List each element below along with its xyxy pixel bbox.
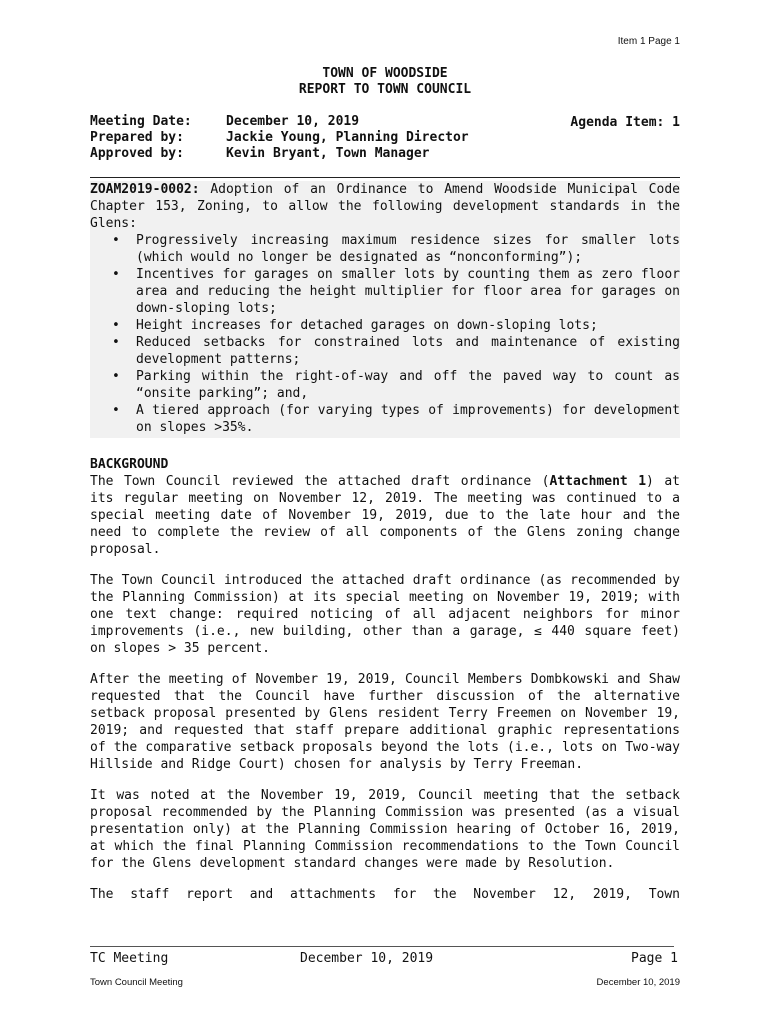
list-item: • Parking within the right-of-way and off the paved way to count as “onsite parking”; and, xyxy=(90,368,680,402)
background-paragraph-1 xyxy=(90,473,680,558)
p1-text-b: ) at its regular meeting on November 12, 2019. The meeting was continued to a special meeting date of November 19, 2019, due to the late hour and the need to complete the review of all components of the Glens zoning change proposal. xyxy=(90,474,681,557)
summary-block xyxy=(90,181,680,438)
summary-intro xyxy=(90,181,680,232)
attachment-ref: Attachment 1 xyxy=(549,474,647,489)
meta-block xyxy=(90,114,469,162)
meeting-date: December 10, 2019 xyxy=(226,114,360,129)
footer-left: TC Meeting xyxy=(90,951,169,966)
standards-list xyxy=(90,232,680,436)
item-page-note: Item 1 Page 1 xyxy=(617,36,680,47)
list-item: • A tiered approach (for varying types of improvements) for development on slopes >35%. xyxy=(90,402,680,436)
bottom-right-note: December 10, 2019 xyxy=(596,977,680,988)
bottom-left-note: Town Council Meeting xyxy=(90,977,183,988)
footer-date: December 10, 2019 xyxy=(300,951,434,966)
list-item: • Reduced setbacks for constrained lots and maintenance of existing development patterns; xyxy=(90,334,680,368)
approved-by: Kevin Bryant, Town Manager xyxy=(226,146,430,161)
divider xyxy=(90,177,680,178)
list-item: • Progressively increasing maximum residence sizes for smaller lots (which would no longer be designated as “nonconforming”); xyxy=(90,232,680,266)
p1-text-a: The Town Council reviewed the attached draft ordinance ( xyxy=(90,474,550,489)
prepared-by: Jackie Young, Planning Director xyxy=(226,130,469,145)
list-item: • Height increases for detached garages on down-sloping lots; xyxy=(90,317,680,334)
background-paragraph-3: After the meeting of November 19, 2019, Council Members Dombkowski and Shaw requested that the Council have further discussion of the alternative setback proposal presented by Glens resident Terry Freemen on November 19, 2019; and requested that staff prepare additional graphic representations of the comparative setback proposals beyond the lots (i.e., lots on Two-way Hillside and Ridge Court) chosen for analysis by Terry Freeman. xyxy=(90,672,680,772)
approved-by-label: Approved by: xyxy=(90,146,184,161)
footer-divider xyxy=(90,946,674,947)
prepared-by-label: Prepared by: xyxy=(90,130,184,145)
page-title: TOWN OF WOODSIDE xyxy=(322,66,448,81)
page-subtitle: REPORT TO TOWN COUNCIL xyxy=(298,82,472,97)
list-item: • Incentives for garages on smaller lots by counting them as zero floor area and reducing the height multiplier for floor area for garages on down-sloping lots; xyxy=(90,266,680,317)
agenda-item: Agenda Item: 1 xyxy=(570,115,680,130)
meeting-date-label: Meeting Date: xyxy=(90,114,192,129)
background-paragraph-4: It was noted at the November 19, 2019, Council meeting that the setback proposal recommended by the Planning Commission was presented (as a visual presentation only) at the Planning Commission hearing of October 16, 2019, at which the final Planning Commission recommendations to the Town Council for the Glens development standard changes were made by Resolution. xyxy=(90,788,680,871)
background-heading: BACKGROUND xyxy=(90,457,169,472)
background-section xyxy=(90,456,680,917)
summary-text: Adoption of an Ordinance to Amend Woodside Municipal Code Chapter 153, Zoning, to allow the following development standards in the Glens: xyxy=(90,182,680,231)
background-paragraph-5: The staff report and attachments for the November 12, 2019, Town xyxy=(90,887,680,902)
footer-page: Page 1 xyxy=(631,951,678,966)
ordinance-code: ZOAM2019-0002: xyxy=(90,182,200,197)
background-paragraph-2: The Town Council introduced the attached draft ordinance (as recommended by the Planning Commission) at its special meeting on November 19, 2019; with one text change: required noticing of all adjacent neighbors for minor improvements (i.e., new building, other than a garage, ≤ 440 square feet) on slopes > 35 percent. xyxy=(90,573,680,656)
